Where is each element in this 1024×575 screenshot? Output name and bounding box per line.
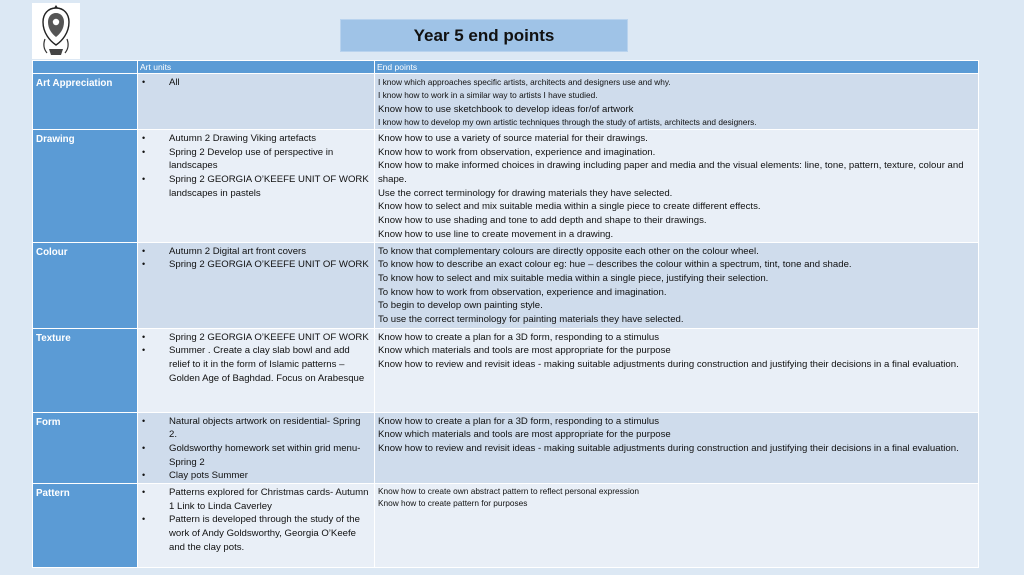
bullet-icon: •: [142, 259, 146, 270]
table-row-colour: [33, 242, 979, 328]
category-label: Form: [33, 412, 138, 484]
header-art-units: Art units: [138, 61, 375, 74]
table-row-pattern: [33, 484, 979, 568]
page-title: Year 5 end points: [340, 19, 628, 52]
unit-item: • Spring 2 Develop use of perspective in landscapes: [142, 146, 334, 172]
bullet-icon: •: [142, 470, 146, 481]
end-points-cell: [375, 129, 979, 242]
category-label: Drawing: [33, 129, 138, 242]
end-point-line: I know which approaches specific artists, architects and designers use and why.: [378, 77, 671, 87]
art-units-cell: [138, 74, 375, 130]
end-point-line: I know how to work in a similar way to artists I have studied.: [378, 90, 598, 101]
unit-item: • Clay pots Summer: [142, 470, 248, 482]
bullet-icon: •: [142, 146, 146, 157]
end-points-cell: [375, 242, 979, 328]
end-point-line: Know how to create pattern for purposes: [378, 497, 528, 508]
end-point-line: Know how to create own abstract pattern to reflect personal expression: [378, 486, 640, 497]
unit-item: • Autumn 2 Drawing Viking artefacts: [142, 132, 316, 144]
bullet-icon: •: [142, 514, 146, 525]
end-points-table: [32, 60, 979, 568]
unit-item: • Patterns explored for Christmas cards- Autumn 1 Link to Linda Caverley: [142, 487, 369, 512]
bullet-icon: •: [142, 77, 146, 87]
end-point-line: Know how to use sketchbook to develop ideas for/of artwork: [378, 103, 634, 115]
table-header-row: [33, 61, 979, 74]
end-point-line: Know how to use a variety of source material for their drawings.: [378, 132, 648, 144]
art-units-cell: [138, 242, 375, 328]
category-label: Pattern: [33, 484, 138, 568]
art-units-cell: [138, 129, 375, 242]
table-row-drawing: [33, 129, 979, 242]
end-point-line: Know how to use line to create movement in a drawing.: [378, 228, 614, 240]
bullet-icon: •: [142, 245, 146, 256]
end-point-line: Know which materials and tools are most appropriate for the purpose: [378, 429, 671, 441]
end-points-cell: [375, 484, 979, 568]
unit-item: • Spring 2 GEORGIA O’KEEFE UNIT OF WORK: [142, 331, 369, 343]
unit-item: • Spring 2 GEORGIA O’KEEFE UNIT OF WORK: [142, 259, 369, 271]
end-point-line: To know how to select and mix suitable media within a single piece, justifying their selection.: [378, 272, 769, 284]
end-points-cell: [375, 74, 979, 130]
crest-icon: [36, 5, 76, 57]
category-label: Colour: [33, 242, 138, 328]
unit-item: • Pattern is developed through the study of the work of Andy Goldsworthy, Georgia O’Keefe and the clay pots.: [142, 514, 360, 553]
end-point-line: To know how to work from observation, experience and imagination.: [378, 286, 667, 298]
bullet-icon: •: [142, 415, 146, 426]
end-point-line: To know that complementary colours are directly opposite each other on the colour wheel.: [378, 245, 759, 257]
end-points-cell: [375, 328, 979, 412]
end-point-line: Know how to create a plan for a 3D form, responding to a stimulus: [378, 415, 660, 427]
unit-item: • Goldsworthy homework set within grid menu- Spring 2: [142, 442, 361, 468]
category-label: Art Appreciation: [33, 74, 138, 130]
end-point-line: Use the correct terminology for drawing materials they have selected.: [378, 187, 673, 199]
art-units-cell: [138, 412, 375, 484]
unit-item: • Spring 2 GEORGIA O’KEEFE UNIT OF WORK landscapes in pastels: [142, 174, 369, 199]
end-point-line: Know how to work from observation, experience and imagination.: [378, 146, 656, 158]
end-point-line: Know how to review and revisit ideas - making suitable adjustments during construction and justifying their decisions in a final evaluation.: [378, 442, 959, 454]
end-point-line: To know how to describe an exact colour eg: hue – describes the colour within a spectrum, tint, tone and shade.: [378, 259, 852, 271]
unit-item: • Autumn 2 Digital art front covers: [142, 245, 307, 257]
table-row-texture: [33, 328, 979, 412]
header-end-points: End points: [375, 61, 979, 74]
bullet-icon: •: [142, 442, 146, 453]
bullet-icon: •: [142, 487, 146, 498]
category-label: Texture: [33, 328, 138, 412]
end-point-line: Know how to make informed choices in drawing including paper and media and the visual elements: line, tone, pattern, texture, colour and shape.: [378, 160, 964, 185]
end-point-line: Know which materials and tools are most appropriate for the purpose: [378, 345, 671, 357]
end-point-line: Know how to create a plan for a 3D form, responding to a stimulus: [378, 331, 660, 343]
bullet-icon: •: [142, 174, 146, 184]
bullet-icon: •: [142, 345, 146, 356]
end-point-line: To use the correct terminology for painting materials they have selected.: [378, 314, 684, 326]
table-row-form: [33, 412, 979, 484]
art-units-cell: [138, 484, 375, 568]
end-point-line: Know how to select and mix suitable media within a single piece to create different effects.: [378, 201, 761, 213]
bullet-icon: •: [142, 132, 146, 143]
table-row-art-appreciation: [33, 74, 979, 130]
school-crest-logo: [32, 3, 80, 59]
end-point-line: Know how to review and revisit ideas - making suitable adjustments during construction and justifying their decisions in a final evaluation.: [378, 358, 959, 370]
end-point-line: I know how to develop my own artistic techniques through the study of artists, architects and designers.: [378, 116, 757, 127]
bullet-icon: •: [142, 331, 146, 342]
unit-item: • All: [142, 77, 180, 88]
end-points-cell: [375, 412, 979, 484]
art-units-cell: [138, 328, 375, 412]
end-point-line: Know how to use shading and tone to add depth and shape to their drawings.: [378, 215, 707, 227]
unit-item: • Summer . Create a clay slab bowl and add relief to it in the form of Islamic patterns – Golden Age of Baghdad. Focus on Arabesque: [142, 345, 365, 384]
end-point-line: To begin to develop own painting style.: [378, 300, 543, 312]
header-blank: [33, 61, 138, 74]
unit-item: • Natural objects artwork on residential- Spring 2.: [142, 415, 361, 441]
